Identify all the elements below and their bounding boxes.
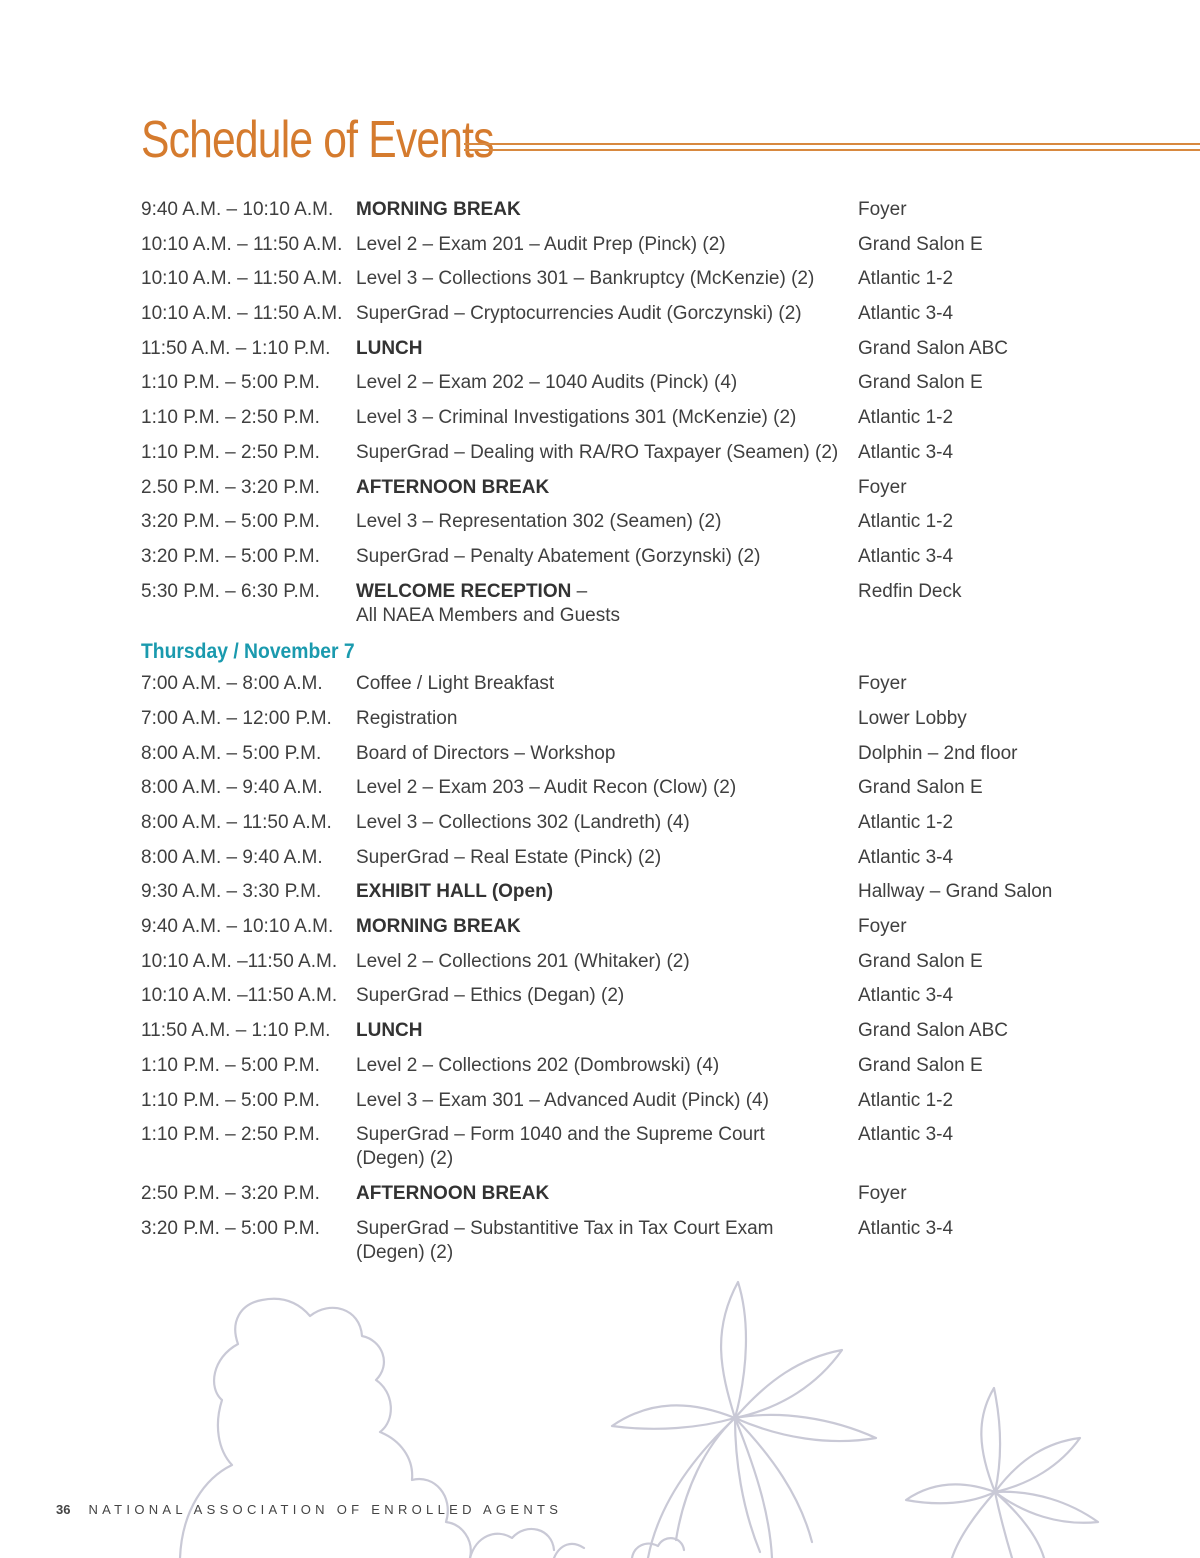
title-rule-bottom (464, 149, 1200, 151)
schedule-row (141, 1089, 1141, 1113)
event-title: Level 3 – Collections 301 – Bankruptcy (McKenzie) (2) (356, 268, 815, 290)
event-time: 11:50 A.M. – 1:10 P.M. (141, 337, 331, 359)
event-name (356, 233, 858, 257)
event-time: 8:00 A.M. – 5:00 P.M. (141, 742, 322, 764)
event-name (356, 441, 858, 465)
event-name (356, 1182, 858, 1206)
event-location: Atlantic 3-4 (858, 303, 954, 325)
event-time: 2:50 P.M. – 3:20 P.M. (141, 1182, 320, 1204)
event-time: 2.50 P.M. – 3:20 P.M. (141, 476, 320, 498)
schedule-row (141, 846, 1141, 870)
event-time: 1:10 P.M. – 5:00 P.M. (141, 1089, 320, 1111)
event-name (356, 707, 858, 731)
event-subtitle: (Degen) (2) (356, 1241, 454, 1263)
event-name (356, 267, 858, 291)
event-time: 9:30 A.M. – 3:30 P.M. (141, 881, 322, 903)
event-name (356, 1123, 858, 1171)
day-heading: Thursday / November 7 (141, 640, 355, 664)
event-title: AFTERNOON BREAK (356, 476, 550, 498)
schedule-row (141, 1054, 1141, 1078)
palm-tree-outline-icon (612, 1282, 876, 1558)
palm-tree-outline-icon (906, 1388, 1098, 1558)
event-time: 1:10 P.M. – 2:50 P.M. (141, 1124, 320, 1146)
event-name (356, 545, 858, 569)
schedule-row (141, 476, 1141, 500)
schedule-row (141, 742, 1141, 766)
event-time: 8:00 A.M. – 9:40 A.M. (141, 777, 323, 799)
event-title: SuperGrad – Real Estate (Pinck) (2) (356, 846, 662, 868)
schedule-row (141, 441, 1141, 465)
event-location: Grand Salon E (858, 372, 983, 394)
schedule-row (141, 1182, 1141, 1206)
event-location: Grand Salon ABC (858, 337, 1008, 359)
event-title: SuperGrad – Ethics (Degan) (2) (356, 985, 625, 1007)
event-subtitle: All NAEA Members and Guests (356, 604, 620, 626)
event-title: SuperGrad – Penalty Abatement (Gorzynski) (2) (356, 545, 761, 567)
event-time: 1:10 P.M. – 5:00 P.M. (141, 1054, 320, 1076)
event-location: Atlantic 3-4 (858, 985, 954, 1007)
schedule-row (141, 707, 1141, 731)
event-title: Coffee / Light Breakfast (356, 673, 555, 695)
event-time: 10:10 A.M. – 11:50 A.M. (141, 233, 343, 255)
schedule-row (141, 337, 1141, 361)
title-rule-top (464, 143, 1200, 145)
event-time: 9:40 A.M. – 10:10 A.M. (141, 916, 334, 938)
event-time: 3:20 P.M. – 5:00 P.M. (141, 511, 320, 533)
event-time: 11:50 A.M. – 1:10 P.M. (141, 1020, 331, 1042)
event-location: Atlantic 3-4 (858, 545, 954, 567)
event-time: 3:20 P.M. – 5:00 P.M. (141, 1217, 320, 1239)
schedule-list (141, 198, 1141, 1275)
schedule-row (141, 371, 1141, 395)
event-location: Atlantic 1-2 (858, 1089, 954, 1111)
event-title: Level 2 – Exam 202 – 1040 Audits (Pinck) (4) (356, 372, 738, 394)
event-location: Foyer (858, 916, 907, 938)
event-time: 8:00 A.M. – 9:40 A.M. (141, 846, 323, 868)
event-title: Level 3 – Exam 301 – Advanced Audit (Pinck) (4) (356, 1089, 769, 1111)
event-location: Hallway – Grand Salon (858, 881, 1053, 903)
event-name (356, 510, 858, 534)
schedule-row (141, 1123, 1141, 1171)
event-name (356, 198, 858, 222)
event-time: 1:10 P.M. – 5:00 P.M. (141, 372, 320, 394)
event-time: 8:00 A.M. – 11:50 A.M. (141, 812, 332, 833)
event-title: Level 3 – Representation 302 (Seamen) (2) (356, 511, 722, 533)
event-title: AFTERNOON BREAK (356, 1182, 550, 1204)
event-location: Atlantic 3-4 (858, 846, 954, 868)
schedule-row (141, 267, 1141, 291)
schedule-row (141, 984, 1141, 1008)
event-location: Dolphin – 2nd floor (858, 742, 1018, 764)
event-location: Atlantic 3-4 (858, 1217, 954, 1239)
event-name (356, 476, 858, 500)
cloud-outline-icon (180, 1299, 684, 1558)
event-name (356, 915, 858, 939)
event-title: Level 3 – Collections 302 (Landreth) (4) (356, 812, 690, 833)
event-location: Foyer (858, 199, 907, 220)
event-time: 7:00 A.M. – 12:00 P.M. (141, 707, 332, 729)
event-title: LUNCH (356, 1020, 423, 1042)
event-name (356, 337, 858, 361)
event-time: 5:30 P.M. – 6:30 P.M. (141, 580, 320, 602)
page-header (141, 110, 1200, 172)
schedule-row (141, 406, 1141, 430)
schedule-row (141, 198, 1141, 222)
event-title: Level 2 – Exam 201 – Audit Prep (Pinck) (2) (356, 233, 726, 255)
schedule-row (141, 880, 1141, 904)
event-title: WELCOME RECEPTION (356, 580, 572, 602)
event-name (356, 1054, 858, 1078)
schedule-row (141, 776, 1141, 800)
event-title-dash: – (571, 580, 588, 602)
event-name (356, 406, 858, 430)
event-name (356, 984, 858, 1008)
schedule-row (141, 915, 1141, 939)
event-time: 9:40 A.M. – 10:10 A.M. (141, 199, 334, 220)
event-location: Atlantic 1-2 (858, 268, 954, 290)
event-title: SuperGrad – Form 1040 and the Supreme Court (356, 1124, 765, 1146)
event-time: 1:10 P.M. – 2:50 P.M. (141, 441, 320, 463)
event-name (356, 371, 858, 395)
event-location: Redfin Deck (858, 580, 962, 602)
event-location: Atlantic 3-4 (858, 1124, 954, 1146)
event-title: SuperGrad – Dealing with RA/RO Taxpayer (Seamen) (2) (356, 441, 839, 463)
event-title: Level 3 – Criminal Investigations 301 (McKenzie) (2) (356, 407, 797, 429)
event-name (356, 672, 858, 696)
event-title: LUNCH (356, 337, 423, 359)
event-location: Atlantic 3-4 (858, 441, 954, 463)
event-time: 10:10 A.M. – 11:50 A.M. (141, 268, 343, 290)
event-location: Grand Salon E (858, 950, 983, 972)
event-location: Foyer (858, 1182, 907, 1204)
schedule-row (141, 302, 1141, 326)
event-time: 1:10 P.M. – 2:50 P.M. (141, 407, 320, 429)
event-location: Atlantic 1-2 (858, 407, 954, 429)
event-title: Level 2 – Collections 202 (Dombrowski) (4) (356, 1054, 720, 1076)
page-title: Schedule of Events (141, 111, 494, 169)
event-title: Level 2 – Collections 201 (Whitaker) (2) (356, 950, 690, 972)
event-location: Atlantic 1-2 (858, 812, 954, 833)
organization-name: NATIONAL ASSOCIATION OF ENROLLED AGENTS (88, 1502, 563, 1517)
event-location: Grand Salon E (858, 233, 983, 255)
event-title: Registration (356, 707, 458, 729)
event-location: Foyer (858, 476, 907, 498)
event-title: MORNING BREAK (356, 199, 521, 220)
schedule-row (141, 1217, 1141, 1265)
event-name (356, 811, 858, 835)
event-location: Lower Lobby (858, 707, 967, 729)
event-name (356, 1019, 858, 1043)
event-time: 10:10 A.M. –11:50 A.M. (141, 985, 338, 1007)
schedule-row (141, 672, 1141, 696)
event-location: Grand Salon ABC (858, 1020, 1008, 1042)
schedule-row (141, 950, 1141, 974)
event-title: EXHIBIT HALL (Open) (356, 881, 554, 903)
page-number: 36 (56, 1502, 71, 1517)
schedule-row (141, 510, 1141, 534)
schedule-row (141, 545, 1141, 569)
event-name (356, 950, 858, 974)
event-name (356, 302, 858, 326)
event-time: 3:20 P.M. – 5:00 P.M. (141, 545, 320, 567)
event-time: 10:10 A.M. –11:50 A.M. (141, 950, 338, 972)
event-time: 10:10 A.M. – 11:50 A.M. (141, 303, 343, 325)
event-name (356, 776, 858, 800)
event-title: Level 2 – Exam 203 – Audit Recon (Clow) (2) (356, 777, 737, 799)
event-location: Grand Salon E (858, 1054, 983, 1076)
event-location: Foyer (858, 673, 907, 695)
event-name (356, 1217, 858, 1265)
event-location: Grand Salon E (858, 777, 983, 799)
event-location: Atlantic 1-2 (858, 511, 954, 533)
event-subtitle: (Degen) (2) (356, 1148, 454, 1170)
decorative-illustration (0, 1260, 1200, 1558)
event-title: SuperGrad – Substantitive Tax in Tax Court Exam (356, 1217, 774, 1239)
event-name (356, 880, 858, 904)
schedule-row (141, 580, 1141, 628)
event-name (356, 1089, 858, 1113)
event-title: SuperGrad – Cryptocurrencies Audit (Gorczynski) (2) (356, 303, 802, 325)
event-name (356, 846, 858, 870)
event-title: MORNING BREAK (356, 916, 521, 938)
schedule-row (141, 811, 1141, 835)
event-title: Board of Directors – Workshop (356, 742, 616, 764)
schedule-row (141, 1019, 1141, 1043)
event-time: 7:00 A.M. – 8:00 A.M. (141, 673, 323, 695)
event-name (356, 580, 858, 628)
event-name (356, 742, 858, 766)
schedule-row (141, 233, 1141, 257)
